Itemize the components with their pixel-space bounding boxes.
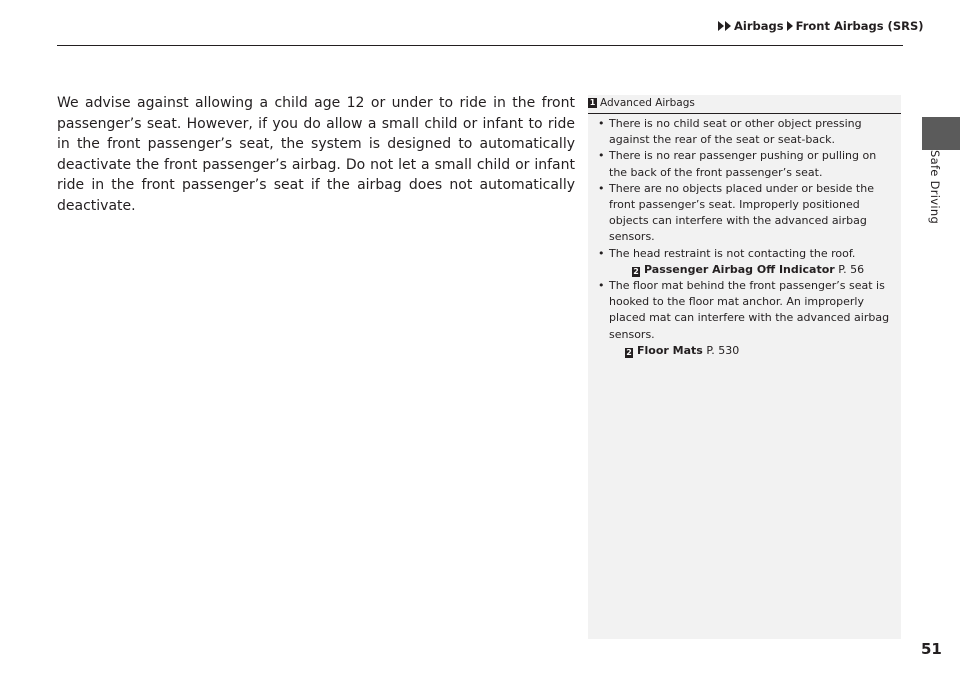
breadcrumb-arrow-icon	[718, 21, 724, 31]
sidebar-note	[588, 95, 901, 639]
cross-reference-link[interactable]	[609, 343, 896, 359]
sidebar-title-text: Advanced Airbags	[600, 97, 695, 109]
breadcrumb-front-airbags[interactable]: Front Airbags (SRS)	[795, 19, 924, 33]
bullet-icon: •	[598, 117, 605, 130]
cross-reference-title[interactable]: Floor Mats	[637, 343, 703, 357]
bullet-icon: •	[598, 279, 605, 293]
list-item	[596, 181, 896, 246]
sidebar-list	[596, 116, 896, 359]
chapter-tab	[922, 117, 960, 150]
note-marker-icon: 1	[589, 98, 596, 107]
chapter-label: Safe Driving	[928, 150, 942, 225]
page-reference-icon: 2	[633, 266, 639, 276]
breadcrumb-arrow-icon	[787, 21, 793, 31]
breadcrumb-airbags[interactable]: Airbags	[734, 19, 784, 33]
sidebar-title	[588, 97, 695, 109]
page-number: 51	[921, 640, 942, 658]
list-item-text: There is no rear passenger pushing or pulling on the back of the front passenger’s seat.	[609, 149, 877, 179]
list-item	[596, 278, 896, 359]
bullet-icon: •	[598, 246, 605, 260]
list-item-text: The floor mat behind the front passenger’s seat is hooked to the floor mat anchor. An improperly placed mat can interfere with the advanced airbag sensors.	[609, 279, 890, 341]
cross-reference-page: P. 56	[838, 262, 865, 276]
list-item-text: There is no child seat or other object pressing against the rear of the seat or seat-back.	[609, 117, 862, 147]
cross-reference-page: P. 530	[706, 343, 740, 357]
breadcrumb-arrow-icon	[725, 21, 731, 31]
list-item	[596, 148, 896, 180]
bullet-icon: •	[598, 181, 605, 195]
list-item-text: The head restraint is not contacting the roof.	[609, 246, 856, 260]
header-rule	[57, 45, 903, 46]
body-paragraph: We advise against allowing a child age 12 or under to ride in the front passenger’s seat. However, if you do allow a small child or infant to ride in the front passenger’s seat, the system is designed to automatically deactivate the front passenger’s airbag. Do not let a small child or infant ride in the front passenger’s seat if the airbag does not automatically deactivate.	[57, 95, 575, 214]
cross-reference-title[interactable]: Passenger Airbag Off Indicator	[644, 262, 835, 276]
cross-reference-link[interactable]	[609, 262, 896, 278]
list-item	[596, 246, 896, 278]
page-reference-icon: 2	[626, 347, 632, 357]
list-item-text: There are no objects placed under or beside the front passenger’s seat. Improperly positioned objects can interfere with the advanced airbag sensors.	[609, 181, 874, 244]
sidebar-rule	[588, 113, 901, 114]
breadcrumb	[718, 19, 927, 33]
bullet-icon: •	[598, 149, 605, 163]
list-item	[596, 116, 896, 148]
